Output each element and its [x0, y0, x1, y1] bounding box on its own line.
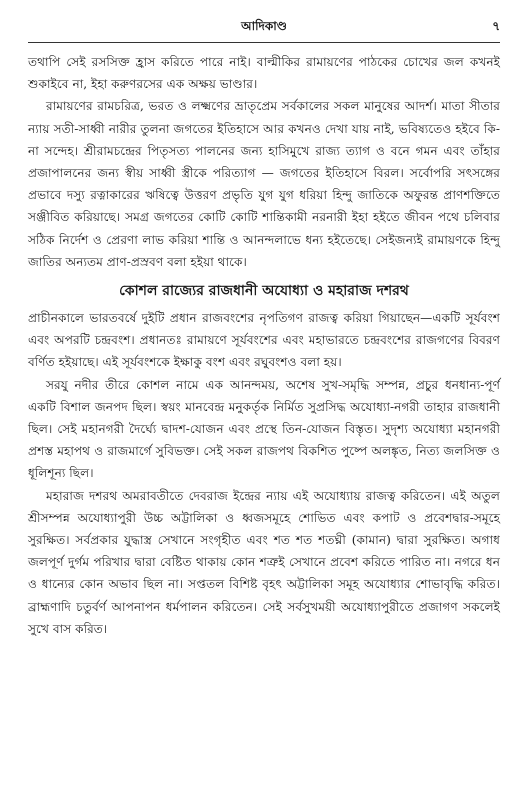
page-number: ৭: [492, 19, 500, 33]
paragraph-continued: তথাপি সেই রসসিক্ত হ্রাস করিতে পারে নাই। বাল্মীকির রামায়ণের পাঠকের চোখের জল কখনই শুকাইবে না, ইহা করুণরসের এক অক্ষয় ভাণ্ডার।: [28, 55, 500, 92]
running-title: আদিকাণ্ড: [241, 19, 287, 33]
paragraph-dynasties: প্রাচীনকালে ভারতবর্ষে দুইটি প্রধান রাজবংশের নৃপতিগণ রাজত্ব করিয়া গিয়াছেন—একটি সূর্যবংশ এবং অপরটি চন্দ্রবংশ। প্রধানতঃ রামায়ণে সূর্যবংশের এবং মহাভারতে চন্দ্রবংশের রাজগণের বিবরণ বর্ণিত হইয়াছে। এই সূর্যবংশকে ইক্ষাকু বংশ এবং রঘুবংশও বলা হয়।: [28, 311, 500, 370]
paragraph-dasharatha: মহারাজ দশরথ অমরাবতীতে দেবরাজ ইন্দ্রের ন্যায় এই অযোধ্যায় রাজত্ব করিতেন। এই অতুল শ্রীসম্পন্ন অযোধ্যাপুরী উচ্চ অট্টালিকা ও ধ্বজসমূহে শোভিত এবং কপাট ও প্রবেশদ্বার-সমূহে সুরক্ষিত। সর্বপ্রকার যুদ্ধাস্ত্র সেখানে সংগৃহীত এবং শত শত শতঘ্নী (কামান) দ্বারা সুরক্ষিত। অগাধ জলপূর্ণ দুর্গম পরিখার দ্বারা বেষ্টিত থাকায় কোন শত্রুই সেখানে প্রবেশ করিতে পারিত না। নগরে ধন ও ধান্যের কোন অভাব ছিল না। সপ্ততল বিশিষ্ট বৃহৎ অট্টালিকা সমূহ অযোধ্যার শোভাবৃদ্ধি করিত। ব্রাহ্মণাদি চতুর্বর্ণ আপনাপন ধর্মপালন করিতেন। সেই সর্বসুখময়ী অযোধ্যাপুরীতে প্রজাগণ সকলেই সুখে বাস করিত।: [28, 488, 500, 636]
page-header: [28, 18, 500, 43]
section-heading: কোশল রাজ্যের রাজধানী অযোধ্যা ও মহারাজ দশরথ: [119, 283, 409, 300]
paragraph-ramayana-ideals: রামায়ণের রামচরিত্র, ভরত ও লক্ষ্মণের ভ্রাতৃপ্রেম সর্বকালের সকল মানুষের আদর্শ। মাতা সীতার ন্যায় সতী-সাধ্বী নারীর তুলনা জগতের ইতিহাসে আর কখনও দেখা যায় নাই, ভবিষ্যতেও হইবে কি-না সন্দেহ। শ্রীরামচন্দ্রের পিতৃসত্য পালনের জন্য হাসিমুখে রাজ্য ত্যাগ ও বনে গমন এবং তাঁহার প্রজাপালনের জন্য স্বীয় সাধ্বী স্ত্রীকে পরিত্যাগ — জগতের ইতিহাসে বিরল। সর্বোপরি সৎসঙ্গের প্রভাবে দস্যু রত্নাকারের ঋষিত্বে উত্তরণ প্রভৃতি যুগ যুগ ধরিয়া হিন্দু জাতিকে অফুরন্ত প্রাণশক্তিতে সঞ্জীবিত করিয়াছে। সমগ্র জগতের কোটি কোটি শান্তিকামী নরনারী ইহা হইতে জীবন পথে চলিবার সঠিক নির্দেশ ও প্রেরণা লাভ করিয়া শান্তি ও আনন্দলাভে ধন্য হইতেছে। সেইজন্যই রামায়ণকে হিন্দু জাতির অন্যতম প্রাণ-প্রস্রবণ বলা হইয়া থাকে।: [28, 99, 500, 269]
paragraph-kosala: সরযু নদীর তীরে কোশল নামে এক আনন্দময়, অশেষ সুখ-সমৃদ্ধি সম্পন্ন, প্রচুর ধনধান্য-পূর্ণ একটি বিশাল জনপদ ছিল। স্বয়ং মানবেন্দ্র মনুকর্তৃক নির্মিত সুপ্রসিদ্ধ অযোধ্যা-নগরী তাহার রাজধানী ছিল। সেই মহানগরী দৈর্ঘ্যে দ্বাদশ-যোজন এবং প্রস্থে তিন-যোজন বিস্তৃত। সুদৃশ্য অযোধ্যা মহানগরী প্রশস্ত মহাপথ ও রাজমার্গে সুবিভক্ত। সেই সকল রাজপথ বিকশিত পুষ্পে অলঙ্কৃত, নিত্য জলসিক্ত ও ধূলিশূন্য ছিল।: [28, 377, 500, 481]
